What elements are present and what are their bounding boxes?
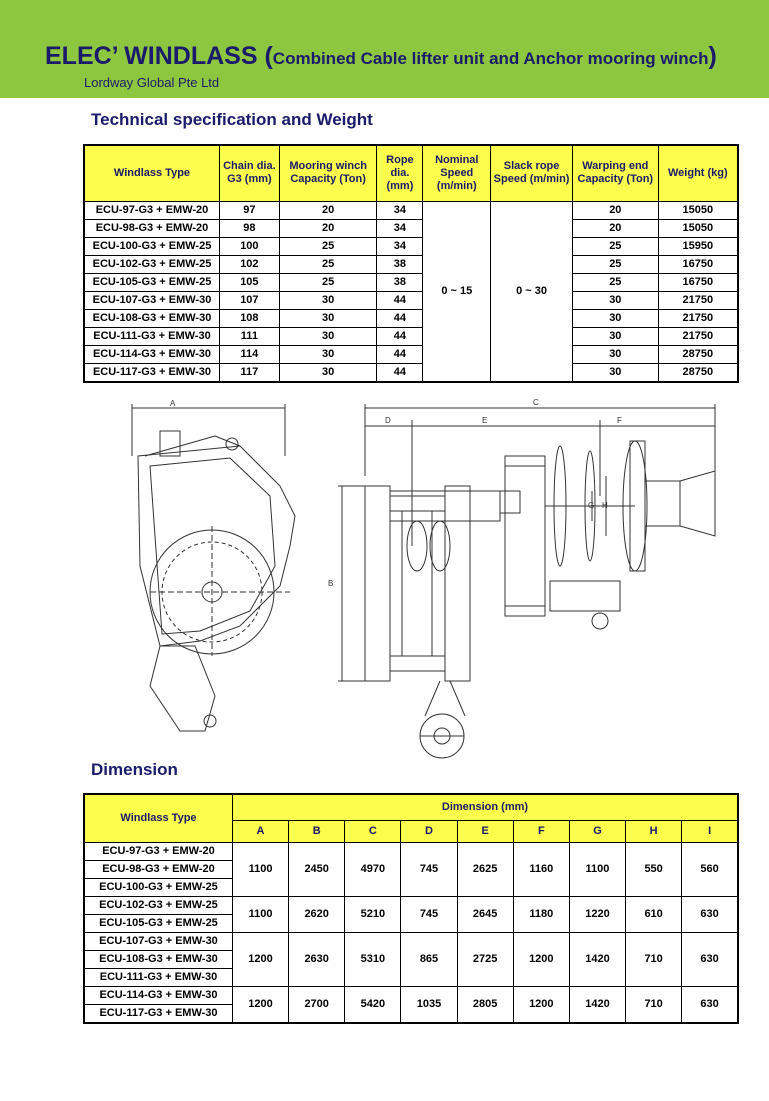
cell-type: ECU-111-G3 + EMW-30 [84, 327, 219, 345]
header-windlass-type: Windlass Type [84, 145, 219, 201]
dim-cell-value: 630 [682, 986, 738, 1023]
cell-weight: 28750 [658, 345, 738, 363]
spec-row [84, 327, 738, 345]
label-C: C [533, 398, 539, 407]
dim-cell-value: 1100 [569, 842, 625, 896]
dim-row [84, 932, 738, 950]
cell-warping: 30 [572, 345, 658, 363]
dim-cell-type: ECU-105-G3 + EMW-25 [84, 914, 232, 932]
cell-type: ECU-107-G3 + EMW-30 [84, 291, 219, 309]
windlass-drawing [120, 396, 730, 768]
spec-row [84, 255, 738, 273]
dim-cell-value: 4970 [345, 842, 401, 896]
dim-section-title: Dimension [91, 760, 178, 779]
cell-warping: 30 [572, 291, 658, 309]
dimension-table-head [84, 794, 738, 842]
dim-cell-value: 1200 [232, 986, 288, 1023]
label-A: A [170, 399, 176, 408]
cell-rope: 44 [377, 363, 423, 382]
cell-weight: 16750 [658, 273, 738, 291]
cell-chain: 108 [219, 309, 279, 327]
cell-weight: 15950 [658, 237, 738, 255]
dim-cell-value: 1100 [232, 896, 288, 932]
dim-cell-value: 5210 [345, 896, 401, 932]
cell-mooring: 30 [279, 327, 377, 345]
dim-cell-value: 560 [682, 842, 738, 896]
dim-cell-type: ECU-111-G3 + EMW-30 [84, 968, 232, 986]
label-E: E [482, 416, 488, 425]
cell-nominal-speed: 0 ~ 15 [423, 201, 491, 382]
dim-cell-type: ECU-97-G3 + EMW-20 [84, 842, 232, 860]
dim-cell-value: 5420 [345, 986, 401, 1023]
cell-mooring: 25 [279, 237, 377, 255]
cell-rope: 44 [377, 345, 423, 363]
dim-row [84, 842, 738, 860]
cell-weight: 21750 [658, 309, 738, 327]
dim-header-dimension: Dimension (mm) [232, 794, 738, 820]
dim-col-header: F [513, 820, 569, 842]
dim-cell-value: 1200 [232, 932, 288, 986]
cell-weight: 21750 [658, 327, 738, 345]
front-view [338, 404, 715, 758]
cell-type: ECU-102-G3 + EMW-25 [84, 255, 219, 273]
cell-weight: 15050 [658, 201, 738, 219]
dim-cell-value: 610 [626, 896, 682, 932]
cell-mooring: 20 [279, 219, 377, 237]
dim-cell-value: 1180 [513, 896, 569, 932]
dim-cell-type: ECU-100-G3 + EMW-25 [84, 878, 232, 896]
dim-cell-value: 865 [401, 932, 457, 986]
cell-chain: 100 [219, 237, 279, 255]
spec-row [84, 345, 738, 363]
spec-row [84, 309, 738, 327]
cell-warping: 30 [572, 363, 658, 382]
dim-cell-value: 745 [401, 896, 457, 932]
cell-mooring: 30 [279, 363, 377, 382]
cell-warping: 25 [572, 237, 658, 255]
dim-cell-value: 1420 [569, 986, 625, 1023]
header-slack: Slack rope Speed (m/min) [491, 145, 573, 201]
cell-type: ECU-100-G3 + EMW-25 [84, 237, 219, 255]
cell-mooring: 30 [279, 309, 377, 327]
header-mooring: Mooring winch Capacity (Ton) [279, 145, 377, 201]
dim-cell-value: 5310 [345, 932, 401, 986]
cell-chain: 105 [219, 273, 279, 291]
dim-cell-value: 630 [682, 896, 738, 932]
dim-cell-value: 1035 [401, 986, 457, 1023]
dim-col-header: C [345, 820, 401, 842]
dim-cell-value: 630 [682, 932, 738, 986]
dim-cell-value: 2630 [289, 932, 345, 986]
header-warping: Warping end Capacity (Ton) [572, 145, 658, 201]
cell-type: ECU-114-G3 + EMW-30 [84, 345, 219, 363]
dim-header-type: Windlass Type [84, 794, 232, 842]
cell-mooring: 25 [279, 255, 377, 273]
side-view [132, 404, 295, 731]
cell-mooring: 30 [279, 291, 377, 309]
cell-weight: 28750 [658, 363, 738, 382]
dim-row [84, 986, 738, 1004]
dim-cell-value: 1220 [569, 896, 625, 932]
spec-row [84, 363, 738, 382]
cell-chain: 114 [219, 345, 279, 363]
spec-row [84, 237, 738, 255]
cell-rope: 38 [377, 255, 423, 273]
spec-table [83, 144, 739, 383]
cell-rope: 38 [377, 273, 423, 291]
dim-cell-type: ECU-102-G3 + EMW-25 [84, 896, 232, 914]
dim-cell-type: ECU-117-G3 + EMW-30 [84, 1004, 232, 1023]
dim-cell-type: ECU-108-G3 + EMW-30 [84, 950, 232, 968]
dim-cell-value: 2625 [457, 842, 513, 896]
dim-cell-type: ECU-107-G3 + EMW-30 [84, 932, 232, 950]
spec-row [84, 201, 738, 219]
dim-cell-value: 2450 [289, 842, 345, 896]
cell-chain: 107 [219, 291, 279, 309]
dim-cell-type: ECU-98-G3 + EMW-20 [84, 860, 232, 878]
cell-mooring: 25 [279, 273, 377, 291]
spec-section-title: Technical specification and Weight [91, 110, 373, 129]
dim-cell-value: 550 [626, 842, 682, 896]
cell-chain: 98 [219, 219, 279, 237]
label-B: B [328, 579, 334, 588]
cell-mooring: 30 [279, 345, 377, 363]
label-G: G [588, 501, 595, 510]
cell-rope: 44 [377, 291, 423, 309]
dim-col-header: H [626, 820, 682, 842]
cell-warping: 25 [572, 255, 658, 273]
cell-chain: 102 [219, 255, 279, 273]
header-weight: Weight (kg) [658, 145, 738, 201]
cell-type: ECU-105-G3 + EMW-25 [84, 273, 219, 291]
cell-warping: 25 [572, 273, 658, 291]
dim-row [84, 896, 738, 914]
spec-table-body [84, 201, 738, 382]
dim-cell-value: 2620 [289, 896, 345, 932]
label-F: F [617, 416, 622, 425]
dim-col-header: I [682, 820, 738, 842]
page-title [45, 42, 717, 71]
title-main: ELEC’ WINDLASS ( [45, 42, 273, 70]
cell-warping: 30 [572, 309, 658, 327]
dim-cell-value: 2725 [457, 932, 513, 986]
cell-weight: 16750 [658, 255, 738, 273]
cell-warping: 30 [572, 327, 658, 345]
cell-chain: 97 [219, 201, 279, 219]
dim-cell-value: 2645 [457, 896, 513, 932]
dim-cell-value: 2805 [457, 986, 513, 1023]
cell-rope: 34 [377, 201, 423, 219]
cell-mooring: 20 [279, 201, 377, 219]
dim-cell-value: 1160 [513, 842, 569, 896]
header-banner [0, 0, 769, 98]
dim-cell-value: 1200 [513, 932, 569, 986]
header-rope: Rope dia. (mm) [377, 145, 423, 201]
cell-weight: 21750 [658, 291, 738, 309]
cell-type: ECU-108-G3 + EMW-30 [84, 309, 219, 327]
dim-cell-value: 710 [626, 932, 682, 986]
cell-rope: 34 [377, 237, 423, 255]
spec-row [84, 273, 738, 291]
cell-type: ECU-98-G3 + EMW-20 [84, 219, 219, 237]
label-D: D [385, 416, 391, 425]
cell-rope: 44 [377, 309, 423, 327]
dimension-table-body [84, 842, 738, 1023]
dim-col-header: D [401, 820, 457, 842]
dimension-table [83, 793, 739, 1024]
header-nominal: Nominal Speed (m/min) [423, 145, 491, 201]
spec-row [84, 219, 738, 237]
dim-cell-value: 1100 [232, 842, 288, 896]
cell-slack-speed: 0 ~ 30 [491, 201, 573, 382]
cell-chain: 111 [219, 327, 279, 345]
cell-rope: 44 [377, 327, 423, 345]
header-chain: Chain dia. G3 (mm) [219, 145, 279, 201]
dim-cell-value: 2700 [289, 986, 345, 1023]
dim-col-header: A [232, 820, 288, 842]
cell-type: ECU-97-G3 + EMW-20 [84, 201, 219, 219]
dim-cell-type: ECU-114-G3 + EMW-30 [84, 986, 232, 1004]
cell-chain: 117 [219, 363, 279, 382]
dim-cell-value: 745 [401, 842, 457, 896]
cell-weight: 15050 [658, 219, 738, 237]
dim-col-header: E [457, 820, 513, 842]
cell-rope: 34 [377, 219, 423, 237]
title-sub: Combined Cable lifter unit and Anchor mooring winch [272, 49, 709, 68]
dim-col-header: B [289, 820, 345, 842]
dim-cell-value: 1420 [569, 932, 625, 986]
company-name: Lordway Global Pte Ltd [84, 75, 220, 90]
label-H: H [602, 501, 608, 510]
cell-warping: 20 [572, 201, 658, 219]
dim-cell-value: 1200 [513, 986, 569, 1023]
dim-cell-value: 710 [626, 986, 682, 1023]
dim-col-header: G [569, 820, 625, 842]
spec-row [84, 291, 738, 309]
title-close: ) [708, 42, 717, 70]
cell-type: ECU-117-G3 + EMW-30 [84, 363, 219, 382]
cell-warping: 20 [572, 219, 658, 237]
